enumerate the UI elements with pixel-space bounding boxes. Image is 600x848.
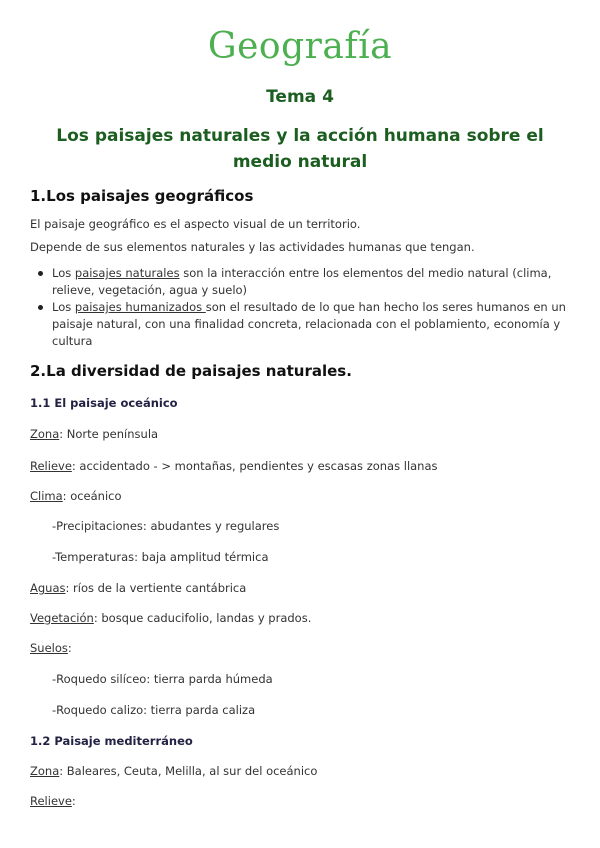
oceanico-precipitaciones: -Precipitaciones: abudantes y regulares [52, 519, 280, 533]
zona-value: : Baleares, Ceuta, Melilla, al sur del oceánico [59, 764, 318, 778]
tema-heading: Tema 4 [266, 87, 334, 107]
subsection-oceanico-heading: 1.1 El paisaje oceánico [30, 396, 178, 410]
mediterraneo-zona [30, 764, 317, 778]
oceanico-relieve [30, 459, 438, 473]
section1-paragraph-1: El paisaje geográfico es el aspecto visual de un territorio. [30, 217, 361, 231]
bullet-paisajes-naturales [30, 265, 570, 299]
zona-label: Zona [30, 764, 60, 778]
oceanico-zona [30, 427, 158, 441]
oceanico-roquedo-calizo: -Roquedo calizo: tierra parda caliza [52, 703, 256, 717]
section2-heading: 2.La diversidad de paisajes naturales. [30, 362, 352, 380]
clima-value: : oceánico [62, 489, 122, 503]
suelos-label: Suelos [30, 641, 68, 655]
clima-label: Clima [30, 489, 63, 503]
subsection-mediterraneo-heading: 1.2 Paisaje mediterráneo [30, 734, 193, 748]
relieve-label: Relieve [30, 459, 72, 473]
bullet-prefix: Los [52, 266, 75, 280]
vegetacion-label: Vegetación [30, 611, 94, 625]
aguas-label: Aguas [30, 581, 66, 595]
oceanico-clima [30, 489, 122, 503]
vegetacion-value: : bosque caducifolio, landas y prados. [93, 611, 312, 625]
section1-paragraph-2: Depende de sus elementos naturales y las actividades humanas que tengan. [30, 240, 475, 254]
aguas-value: : ríos de la vertiente cantábrica [65, 581, 247, 595]
mediterraneo-relieve [30, 794, 76, 808]
bullet-term: paisajes humanizados [74, 300, 206, 314]
zona-label: Zona [30, 427, 60, 441]
tema-subtitle: Los paisajes naturales y la acción humana sobre el medio natural [56, 126, 544, 172]
section1-heading: 1.Los paisajes geográficos [30, 187, 254, 205]
oceanico-roquedo-siliceo: -Roquedo silíceo: tierra parda húmeda [52, 672, 273, 686]
oceanico-vegetacion [30, 611, 311, 625]
relieve-label: Relieve [30, 794, 72, 808]
relieve-value: : [71, 794, 76, 808]
bullet-paisajes-humanizados [30, 299, 570, 350]
zona-value: : Norte península [59, 427, 159, 441]
bullet-prefix: Los [52, 300, 75, 314]
bullet-dot-icon [38, 271, 43, 276]
bullet-term: paisajes naturales [74, 266, 180, 280]
oceanico-suelos [30, 641, 72, 655]
oceanico-aguas [30, 581, 246, 595]
oceanico-temperaturas: -Temperaturas: baja amplitud térmica [52, 550, 269, 564]
section1-bullet-list [30, 265, 570, 350]
document-title: Geografía [207, 26, 393, 67]
suelos-value: : [67, 641, 72, 655]
relieve-value: : accidentado - > montañas, pendientes y escasas zonas llanas [71, 459, 438, 473]
bullet-dot-icon [38, 305, 43, 310]
bullet-text: son la interacción entre los elementos del medio natural (clima, relieve, vegetación, agua y suelo) [52, 266, 552, 297]
bullet-text: son el resultado de lo que han hecho los seres humanos en un paisaje natural, con una finalidad concreta, relacionada con el poblamiento, economía y cultura [52, 300, 566, 348]
